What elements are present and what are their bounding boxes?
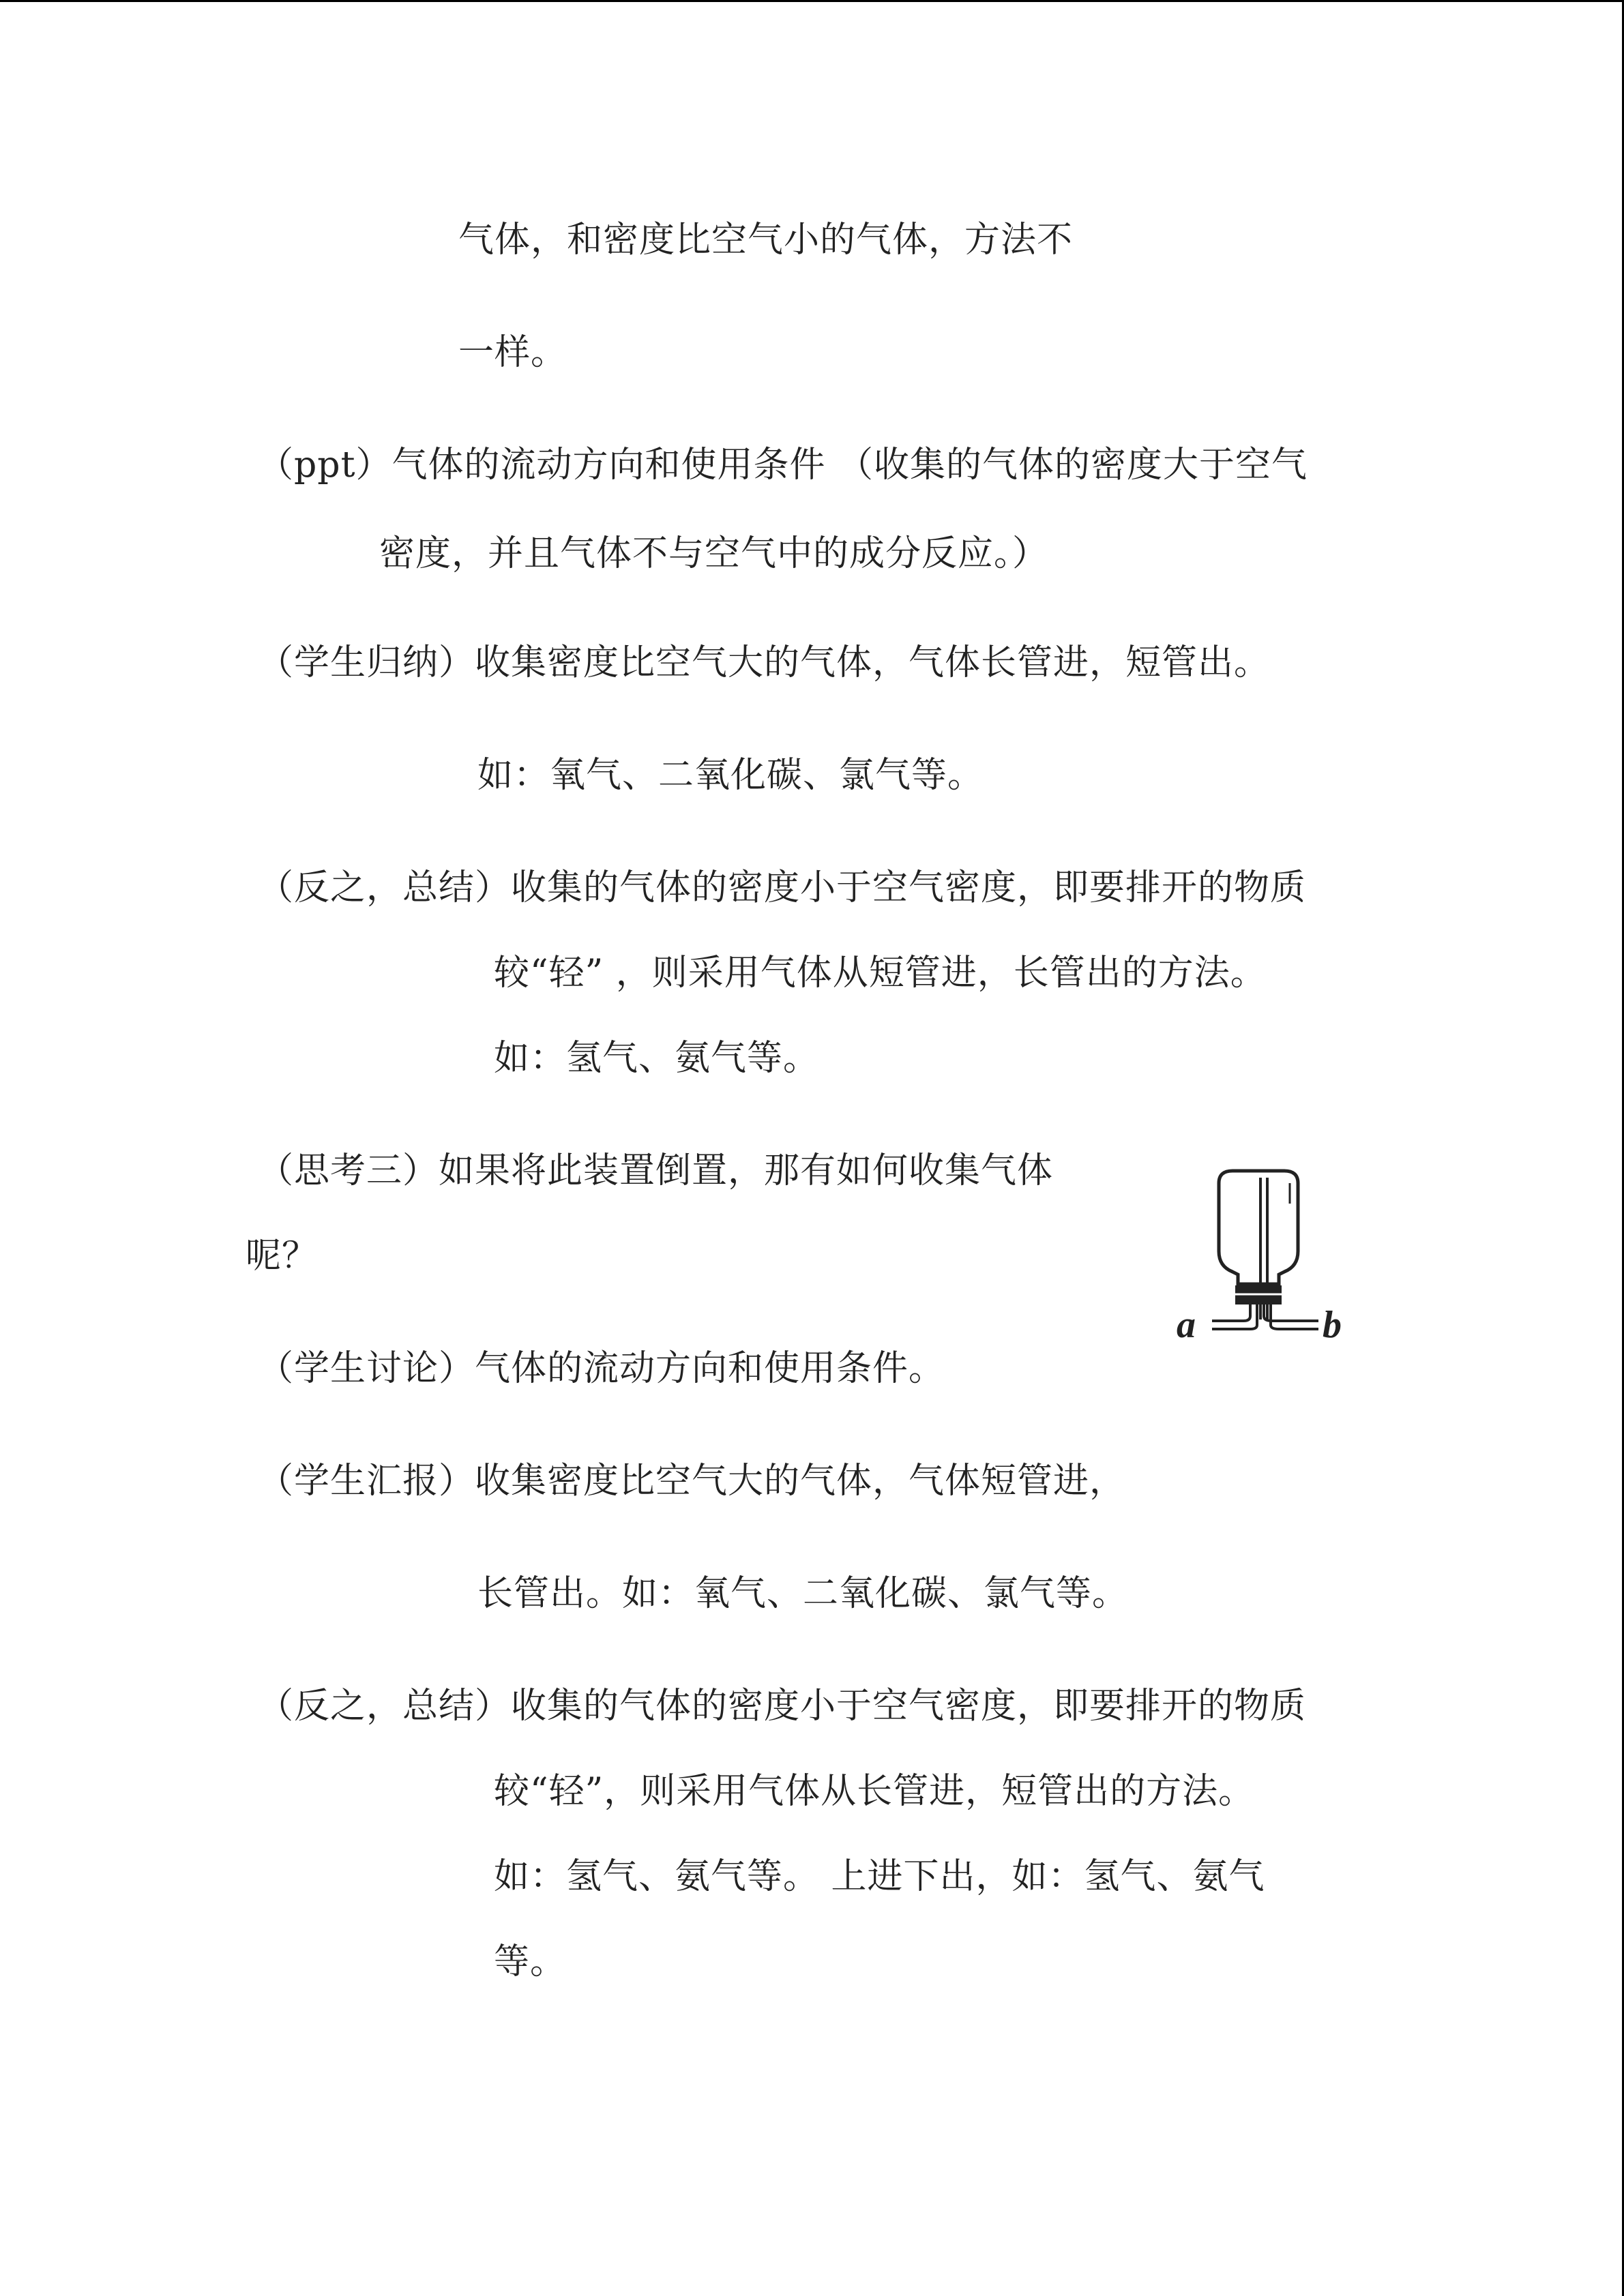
text-line-1: 气体，和密度比空气小的气体，方法不 (458, 220, 1074, 260)
text-line-7: （反之，总结）收集的气体的密度小于空气密度，即要排开的物质 (258, 867, 1307, 908)
text-line-18: 等。 (494, 1941, 567, 1982)
text-line-16: 较“轻”，则采用气体从长管进，短管出的方法。 (494, 1771, 1255, 1812)
label-a: a (1177, 1304, 1196, 1346)
text-line-10: （思考三）如果将此装置倒置，那有如何收集气体 (258, 1150, 1054, 1191)
text-line-14: 长管出。如：氧气、二氧化碳、氯气等。 (477, 1573, 1129, 1614)
gas-collection-bottle-diagram (1170, 1163, 1361, 1367)
text-line-11: 呢？ (246, 1236, 319, 1277)
tube-left (1212, 1304, 1250, 1321)
text-line-17: 如：氢气、氨气等。 上进下出，如：氢气、氨气 (494, 1856, 1265, 1897)
text-line-13: （学生汇报）收集密度比空气大的气体，气体短管进， (258, 1461, 1126, 1502)
text-line-8: 较“轻” ，则采用气体从短管进，长管出的方法。 (494, 953, 1267, 994)
text-line-5: （学生归纳）收集密度比空气大的气体，气体长管进，短管出。 (258, 642, 1271, 683)
text-line-6: 如：氧气、二氧化碳、氯气等。 (477, 755, 984, 796)
label-b: b (1323, 1304, 1342, 1346)
text-line-15: （反之，总结）收集的气体的密度小于空气密度，即要排开的物质 (258, 1686, 1307, 1727)
text-line-12: （学生讨论）气体的流动方向和使用条件。 (258, 1348, 945, 1389)
bottle-body (1219, 1171, 1298, 1284)
tube-right-inner (1271, 1304, 1318, 1329)
text-line-3: （ppt）气体的流动方向和使用条件 （收集的气体的密度大于空气 (258, 445, 1308, 486)
text-line-2: 一样。 (458, 332, 567, 373)
page-top-border (0, 0, 1624, 2)
text-line-4: 密度，并且气体不与空气中的成分反应。） (379, 533, 1049, 574)
text-line-9: 如：氢气、氨气等。 (494, 1038, 820, 1079)
